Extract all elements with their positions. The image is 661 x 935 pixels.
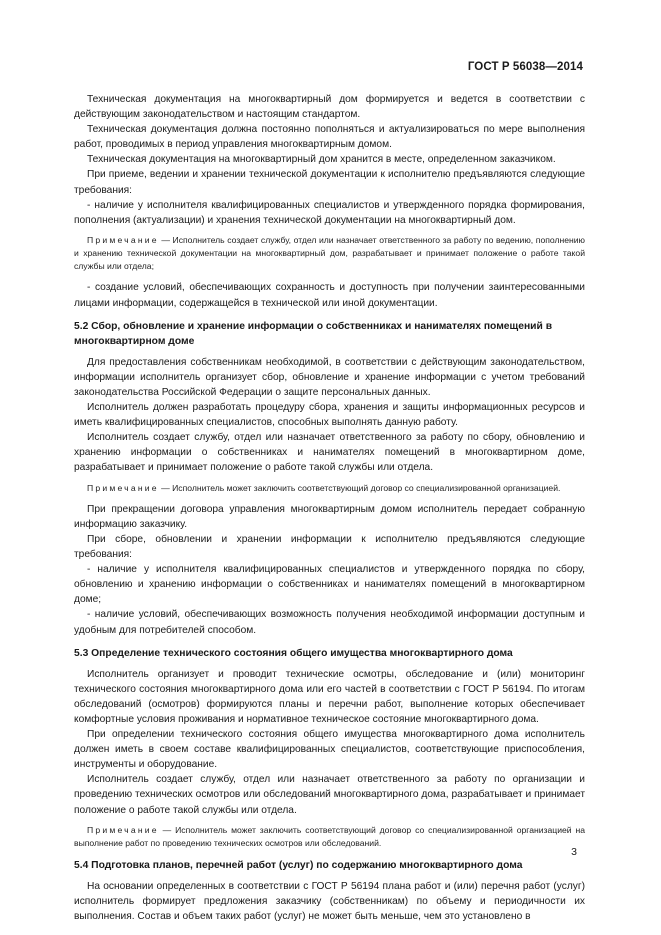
note bbox=[74, 824, 585, 850]
paragraph: Исполнитель организует и проводит технические осмотры, обследование и (или) мониторинг технического состояния многоквартирного дома или его частей в соответствии с ГОСТ Р 56194. По итогам обследований (осмотров) формируются планы и перечни работ, выполнение которых обеспечивает комфортные условия проживания и нормативное техническое состояние многоквартирного дома. bbox=[74, 668, 585, 725]
note bbox=[74, 482, 585, 495]
paragraph: При приеме, ведении и хранении технической документации к исполнителю предъявляются следующие требования: bbox=[74, 169, 585, 196]
paragraph: Исполнитель создает службу, отдел или назначает ответственного за работу по организации и проведению технических осмотров или обследований многоквартирного дома, разрабатывает и принимает положение о работе такой службы или отдела. bbox=[74, 774, 585, 816]
note-text: — Исполнитель создает службу, отдел или назначает ответственного за работу по ведению, пополнению и хранению технической документации на многоквартирный дом, разрабатывает и принимает положение о работе такой службы или отдела; bbox=[74, 234, 585, 272]
paragraph: Для предоставления собственникам необходимой, в соответствии с действующим законодательством, информации исполнитель организует сбор, обновление и хранение информации с учетом требований законодательства Российской Федерации о защите персональных данных. bbox=[74, 356, 585, 399]
paragraph: Техническая документация должна постоянно пополняться и актуализироваться по мере выполнения работ, проводимых в период управления многоквартирным домом. bbox=[74, 124, 585, 151]
paragraph: Исполнитель должен разработать процедуру сбора, хранения и защиты информационных ресурсов и иметь квалифицированных специалистов, способных выполнять данную работу. bbox=[74, 402, 585, 429]
section-heading: 5.2 Сбор, обновление и хранение информации о собственниках и нанимателях помещений в многоквартирном доме bbox=[74, 320, 553, 347]
paragraph: Техническая документация на многоквартирный дом формируется и ведется в соответствии с действующим законодательством и настоящим стандартом. bbox=[74, 94, 585, 121]
note-label: Примечание bbox=[87, 482, 159, 493]
paragraph: При определении технического состояния общего имущества многоквартирного дома исполнитель должен иметь в своем составе квалифицированных специалистов, соответствующие приспособления, инструменты и оборудование. bbox=[74, 729, 585, 771]
list-item: - наличие у исполнителя квалифицированных специалистов и утвержденного порядка по сбору, обновлению и хранению информации о собственниках и нанимателях помещений в многоквартирном доме; bbox=[74, 564, 585, 606]
list-item: - наличие условий, обеспечивающих возможность получения необходимой информации доступным и удобным для потребителей способом. bbox=[74, 609, 585, 636]
note-text: — Исполнитель может заключить соответствующий договор со специализированной организацией. bbox=[158, 482, 561, 493]
paragraph: При прекращении договора управления многоквартирным домом исполнитель передает собранную информацию заказчику. bbox=[74, 503, 585, 530]
note-text: — Исполнитель может заключить соответствующий договор со специализированной организацией на выполнение работ по проведению технических осмотров или обследований. bbox=[74, 824, 585, 848]
note bbox=[74, 234, 585, 274]
section-heading: 5.4 Подготовка планов, перечней работ (услуг) по содержанию многоквартирного дома bbox=[74, 860, 523, 872]
paragraph: При сборе, обновлении и хранении информации к исполнителю предъявляются следующие требования: bbox=[74, 533, 585, 561]
list-item: - создание условий, обеспечивающих сохранность и доступность при получении заинтересованными лицами информации, содержащейся в технической или иной документации. bbox=[74, 282, 585, 309]
document-code: ГОСТ Р 56038—2014 bbox=[467, 61, 583, 73]
note-label: Примечание bbox=[87, 824, 159, 835]
note-label: Примечание bbox=[87, 234, 159, 245]
section-heading: 5.3 Определение технического состояния общего имущества многоквартирного дома bbox=[74, 647, 513, 659]
page-number: 3 bbox=[571, 846, 577, 858]
page-content bbox=[74, 92, 585, 924]
paragraph: На основании определенных в соответствии с ГОСТ Р 56194 плана работ и (или) перечня работ (услуг) исполнитель формирует предложения заказчику (собственникам) по объему и периодичности их выполнения. Состав и объем таких работ (услуг) не может быть меньше, чем это установлено в bbox=[74, 881, 585, 923]
paragraph: Техническая документация на многоквартирный дом хранится в месте, определенном заказчиком. bbox=[87, 154, 556, 166]
list-item: - наличие у исполнителя квалифицированных специалистов и утвержденного порядка формирования, пополнения (актуализации) и хранения технической документации на многоквартирный дом. bbox=[74, 199, 585, 226]
paragraph: Исполнитель создает службу, отдел или назначает ответственного за работу по сбору, обновлению и хранению информации о собственниках и нанимателях помещений в многоквартирном доме, разрабатывает и принимает положение о работе такой службы или отдела. bbox=[74, 432, 585, 474]
